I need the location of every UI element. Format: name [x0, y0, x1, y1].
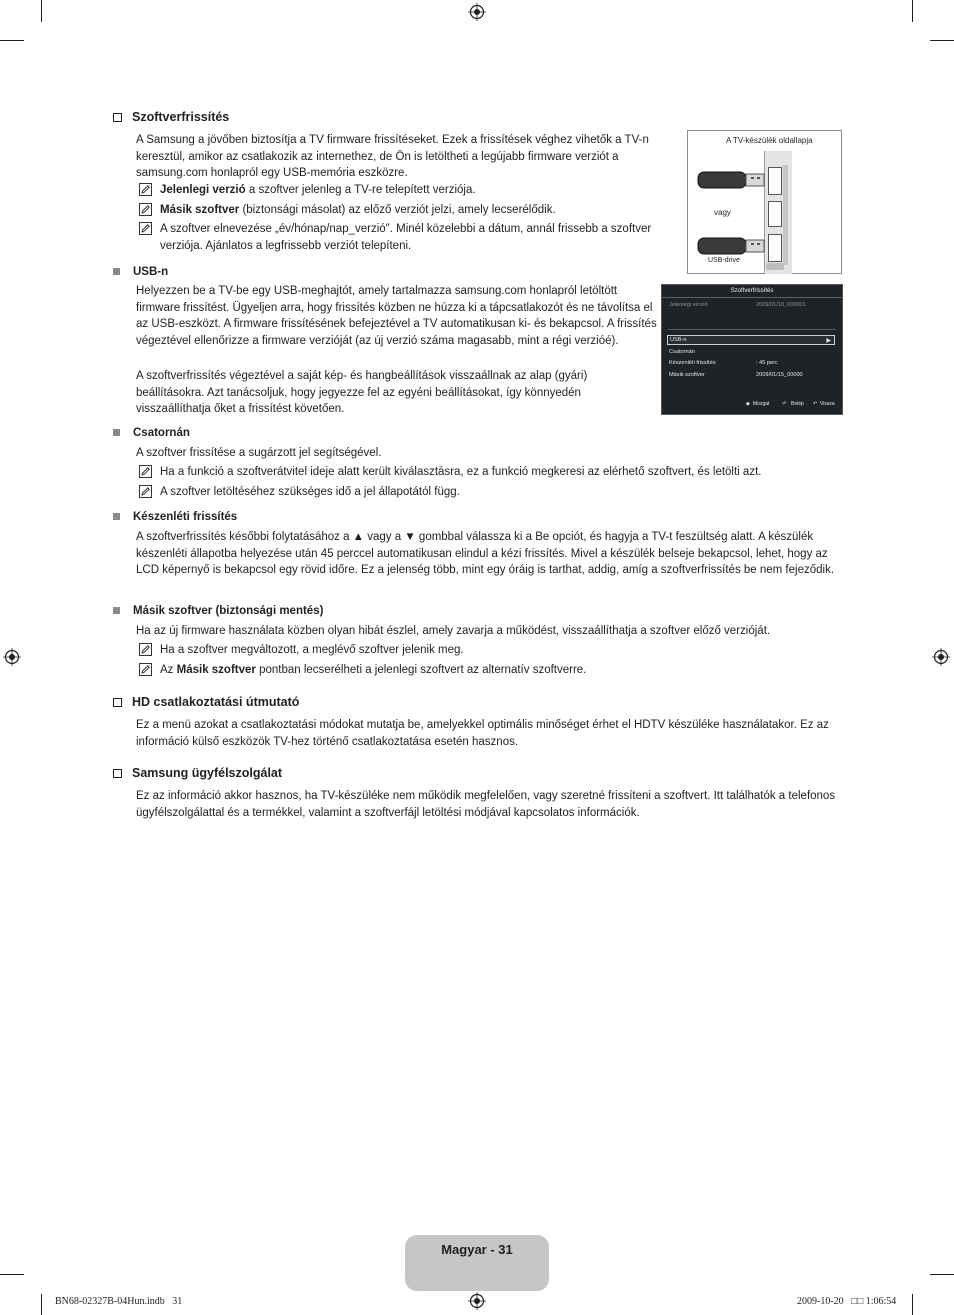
or-label: vagy — [714, 208, 731, 217]
tv-side-panel-diagram — [687, 130, 842, 274]
enter-icon: ⏎ — [782, 401, 787, 407]
osd-item-channel[interactable]: Csatornán — [669, 349, 695, 355]
usb-drive-icon — [696, 235, 772, 257]
panel-label-strip — [783, 165, 788, 265]
software-intro-paragraph: A Samsung a jövőben biztosítja a TV firmware frissítéseket. Ezek a frissítések véghez vihetők a TV-n keresztül, amikor az csatlakozik az internethez, de Ön is letöltheti a legújabb firmware verziót a samsung.com honlapról egy USB-memória eszközre. — [136, 134, 649, 179]
note-alternate-changed: Ha a szoftver megváltozott, a meglévő szoftver jelenik meg. — [136, 642, 850, 659]
osd-hint-back: Vissza — [820, 401, 835, 407]
subsection-heading-standby: Készenléti frissítés — [113, 511, 237, 523]
osd-hint-move: Mozgat — [753, 401, 770, 407]
move-arrows-icon: ◆ — [746, 401, 750, 407]
subsection-heading-usb: USB-n — [113, 266, 168, 278]
note-pencil-icon — [139, 183, 152, 196]
registration-mark-icon — [468, 3, 486, 21]
note-channel-time: A szoftver letöltéséhez szükséges idő a jel állapotától függ. — [136, 484, 850, 501]
crop-mark — [912, 1294, 913, 1315]
note-pencil-icon — [139, 643, 152, 656]
square-bullet-icon — [113, 513, 120, 520]
crop-mark — [912, 0, 913, 22]
checkbox-bullet-icon — [113, 113, 122, 122]
file-info: BN68-02327B-04Hun.indb 31 — [55, 1296, 183, 1307]
osd-item-standby-value: : 45 perc — [756, 360, 778, 366]
hd-guide-paragraph: Ez a menü azokat a csatlakoztatási módokat mutatja be, amelyekkel optimális minőséget érhet el HDTV készüléke használatakor. Ez az információ külső eszközök TV-hez történő csatlakoztatása esetén hasznos. — [136, 719, 829, 748]
crop-mark — [930, 40, 954, 41]
note-pencil-icon — [139, 485, 152, 498]
section-heading-support: Samsung ügyfélszolgálat — [113, 766, 282, 780]
osd-item-standby-label[interactable]: Készenléti frissítés — [669, 360, 716, 366]
osd-title-divider — [662, 297, 842, 298]
note-naming: A szoftver elnevezése „év/hónap/nap_verzió". Minél közelebbi a dátum, annál frissebb a szoftver verziója. Ajánlatos a legfrissebb verziót telepíteni. — [136, 221, 675, 254]
channel-paragraph: A szoftver frissítése a sugárzott jel segítségével. — [136, 447, 382, 459]
osd-item-alternate-label[interactable]: Másik szoftver — [669, 372, 705, 378]
note-pencil-icon — [139, 663, 152, 676]
usb-paragraph-2: A szoftverfrissítés végeztével a saját kép- és hangbeállítások visszaállnak az alap (gyári) beállításokra. Azt tanácsoljuk, hogy jegyezze fel az egyéni beállításokat, így könnyedén visszaállíthatja őket a frissítést követően. — [136, 370, 588, 415]
osd-item-usb-label: USB-n — [670, 337, 687, 343]
crop-mark — [930, 1274, 954, 1275]
return-icon: ↶ — [813, 401, 818, 407]
note-current-version: Jelenlegi verzió a szoftver jelenleg a TV-re telepített verziója. — [136, 182, 680, 199]
square-bullet-icon — [113, 607, 120, 614]
arrow-right-icon: ▶ — [826, 338, 831, 344]
registration-mark-icon — [468, 1292, 486, 1310]
standby-paragraph: A szoftverfrissítés későbbi folytatásához a ▲ vagy a ▼ gombbal válassza ki a Be opciót, és hagyja a TV-t feszültség alatt. A készülék készenléti állapotba helyezése után 45 perccel automatikusan elindul a kézi frissítés. Mivel a készülék belseje bekapcsol, lehet, hogy az LCD képernyő is bekapcsol egy rövid időre. Ez a jelenség több, mint egy óráig is tarthat, addig, amíg a szoftverfrissítés be nem fejeződik. — [136, 531, 835, 576]
subsection-heading-alternate: Másik szoftver (biztonsági mentés) — [113, 605, 323, 617]
usb-drive-label: USB-drive — [708, 257, 740, 264]
osd-hint-enter: Belép — [791, 401, 804, 407]
hdmi-port-icon — [768, 201, 782, 227]
note-pencil-icon — [139, 465, 152, 478]
osd-divider — [668, 329, 836, 330]
print-timestamp: 2009-10-20 □□ 1:06:54 — [797, 1296, 897, 1307]
usb-drive-icon — [696, 169, 772, 191]
crop-mark — [41, 0, 42, 22]
registration-mark-icon — [932, 648, 950, 666]
square-bullet-icon — [113, 268, 120, 275]
checkbox-bullet-icon — [113, 769, 122, 778]
panel-footer-badge — [766, 263, 784, 270]
section-heading-software-update: Szoftverfrissítés — [113, 110, 229, 124]
page-number-label: Magyar - 31 — [441, 1242, 513, 1257]
osd-title: Szoftverfrissítés — [730, 288, 774, 294]
software-update-osd-screen — [661, 284, 843, 415]
checkbox-bullet-icon — [113, 698, 122, 707]
osd-item-alternate-value: 2009/01/15_00000 — [756, 372, 803, 378]
osd-hint-bar — [662, 397, 842, 414]
crop-mark — [0, 1274, 24, 1275]
alternate-paragraph: Ha az új firmware használata közben olyan hibát észlel, amely zavarja a működést, visszaállíthatja a szoftver előző verzióját. — [136, 625, 771, 637]
diagram-title: A TV-készülék oldallapja — [726, 136, 813, 145]
subsection-heading-channel: Csatornán — [113, 427, 190, 439]
note-channel-download: Ha a funkció a szoftverátvitel ideje alatt került kiválasztásra, ez a funkció megkeresi az elérhető szoftvert, és letölti azt. — [136, 464, 850, 481]
osd-current-version-value: 2009/01/18_000001 — [756, 302, 806, 308]
square-bullet-icon — [113, 429, 120, 436]
registration-mark-icon — [3, 648, 21, 666]
osd-current-version-label: Jelenlegi verzió — [669, 302, 708, 308]
crop-mark — [0, 40, 24, 41]
note-pencil-icon — [139, 203, 152, 216]
crop-mark — [41, 1294, 42, 1315]
note-alternate-replace: Az Másik szoftver pontban lecserélheti a jelenlegi szoftvert az alternatív szoftverre. — [136, 662, 850, 679]
section-heading-hd-guide: HD csatlakoztatási útmutató — [113, 695, 299, 709]
support-paragraph: Ez az információ akkor hasznos, ha TV-készüléke nem működik megfelelően, vagy szeretné frissíteni a szoftvert. Itt találhatók a telefonos ügyfélszolgálattal és a termékkel, valamint a szoftverfájl letöltési módjával kapcsolatos információk. — [136, 790, 836, 819]
osd-item-usb-selected[interactable] — [667, 335, 835, 345]
note-pencil-icon — [139, 222, 152, 235]
note-alternate-software: Másik szoftver (biztonsági másolat) az előző verziót jelzi, amely lecserélődik. — [136, 202, 680, 219]
usb-paragraph-1: Helyezzen be a TV-be egy USB-meghajtót, amely tartalmazza samsung.com honlapról letöltött firmware frissítést. Ügyeljen arra, hogy frissítés közben ne húzza ki a tápcsatlakozót és ne távolítsa el az USB-eszközt. A firmware frissítésének befejeztével a TV automatikusan ki- és bekapcsol. A frissítés végeztével ellenőrizze a firmware verzióját (az új verzió száma magasabb, mint a régi verzióé). — [136, 285, 657, 347]
